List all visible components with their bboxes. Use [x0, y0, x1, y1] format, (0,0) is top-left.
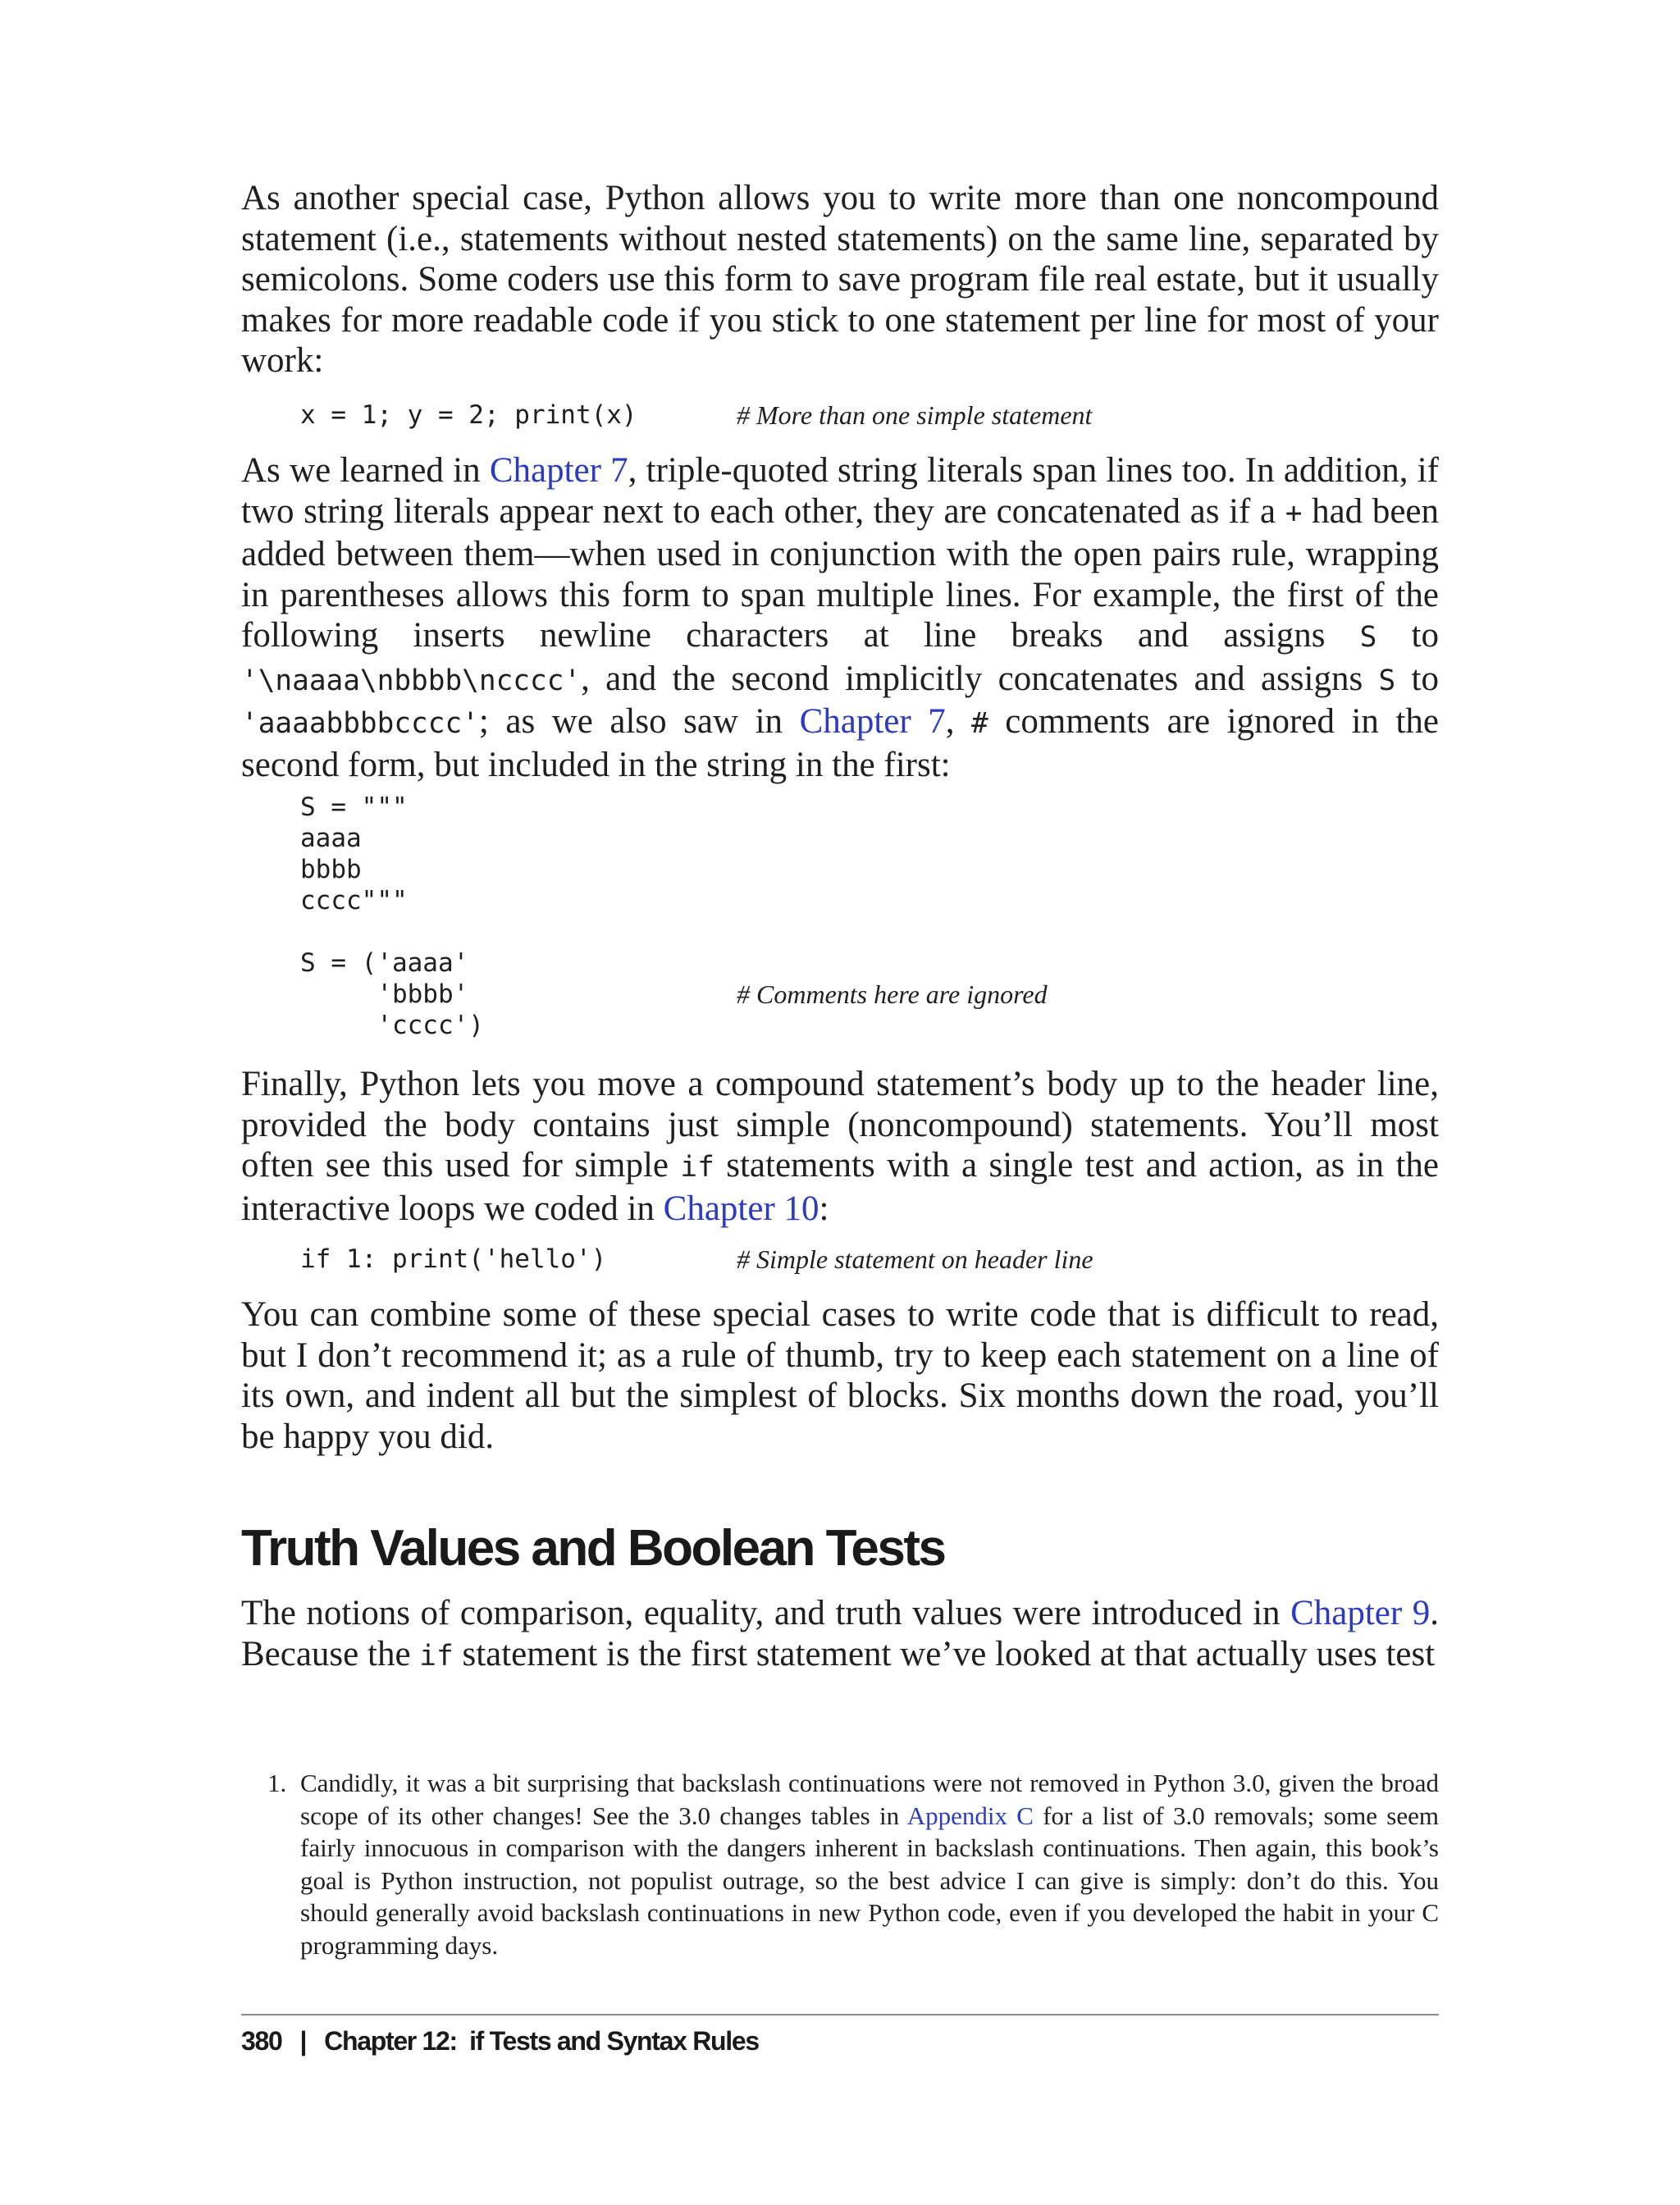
- paragraph-truth-values: The notions of comparison, equality, and truth values were introduced in Chapter 9. Because the if statement is the first statement we’ve looked at that actually uses test: [241, 1594, 1439, 1673]
- paragraph-semicolons: As another special case, Python allows you to write more than one noncompound statement (i.e., statements without nested statements) on the same line, separated by semicolons. Some coders use this form to save program file real estate, but it usually makes for more readable code if you stick to one statement per line for most of your work:: [241, 179, 1439, 380]
- code-line: aaaa: [300, 824, 362, 853]
- chapter-7-link[interactable]: Chapter 7: [489, 451, 628, 490]
- footer-separator: |: [299, 2026, 307, 2056]
- code-comment: # Simple statement on header line: [737, 1244, 1093, 1274]
- paragraph-string-literals: As we learned in Chapter 7, triple-quoted string literals span lines too. In addition, if two string literals appear next to each other, they are concatenated as if a + had been added between them—when used in conjunction with the open pairs rule, wrapping in parentheses allows this form to span multiple lines. For example, the first of the following inserts newline characters at line breaks and assigns S to '\naaaa\nbbbb\ncccc', and the second implicitly concatenates and assigns S to 'aaaabbbbcccc'; as we also saw in Chapter 7, # comments are ignored in the second form, but included in the string in the first:: [241, 451, 1440, 784]
- chapter-10-link[interactable]: Chapter 10: [663, 1189, 819, 1228]
- code-line: S = """: [300, 792, 408, 822]
- running-title: Chapter 12: if Tests and Syntax Rules: [324, 2026, 759, 2056]
- code-semicolon-example: x = 1; y = 2; print(x): [300, 400, 637, 430]
- code-line: 'cccc'): [300, 1011, 484, 1040]
- paragraph-compound-body: Finally, Python lets you move a compound statement’s body up to the header line, provided the body contains just simple (noncompound) statements. You’ll most often see this used for simple if statements with a single test and action, as in the interactive loops we coded in Chapter 10:: [241, 1065, 1439, 1228]
- footer-rule: [241, 2014, 1439, 2016]
- page-footer: [241, 2023, 759, 2059]
- code-line: 'bbbb': [300, 979, 469, 1009]
- code-line: S = ('aaaa': [300, 948, 469, 978]
- code-line: cccc""": [300, 886, 408, 915]
- code-line: bbbb: [300, 855, 362, 884]
- footnote-number: 1.: [267, 1769, 287, 1797]
- section-heading: Truth Values and Boolean Tests: [241, 1520, 945, 1577]
- appendix-c-link[interactable]: Appendix C: [906, 1801, 1034, 1830]
- chapter-7-link-2[interactable]: Chapter 7: [799, 702, 946, 741]
- code-comment: # Comments here are ignored: [737, 979, 1048, 1009]
- page-number: 380: [241, 2026, 282, 2056]
- paragraph-combine-cases: You can combine some of these special cases to write code that is difficult to read, but I don’t recommend it; as a rule of thumb, try to keep each statement on a line of its own, and indent all but the simplest of blocks. Six months down the road, you’ll be happy you did.: [241, 1295, 1439, 1456]
- footnote-text: Candidly, it was a bit surprising that backslash continuations were not removed in Python 3.0, given the broad scope of its other changes! See the 3.0 changes tables in Appendix C for a list of 3.0 removals; some seem fairly innocuous in comparison with the dangers inherent in backslash continuations. Then again, this book’s goal is Python instruction, not populist outrage, so the best advice I can give is simply: don’t do this. You should generally avoid backslash continuations in new Python code, even if you developed the habit in your C programming days.: [300, 1769, 1439, 1960]
- code-comment: # More than one simple statement: [737, 400, 1093, 430]
- chapter-9-link[interactable]: Chapter 9: [1290, 1594, 1431, 1632]
- code-if-example: if 1: print('hello'): [300, 1244, 607, 1274]
